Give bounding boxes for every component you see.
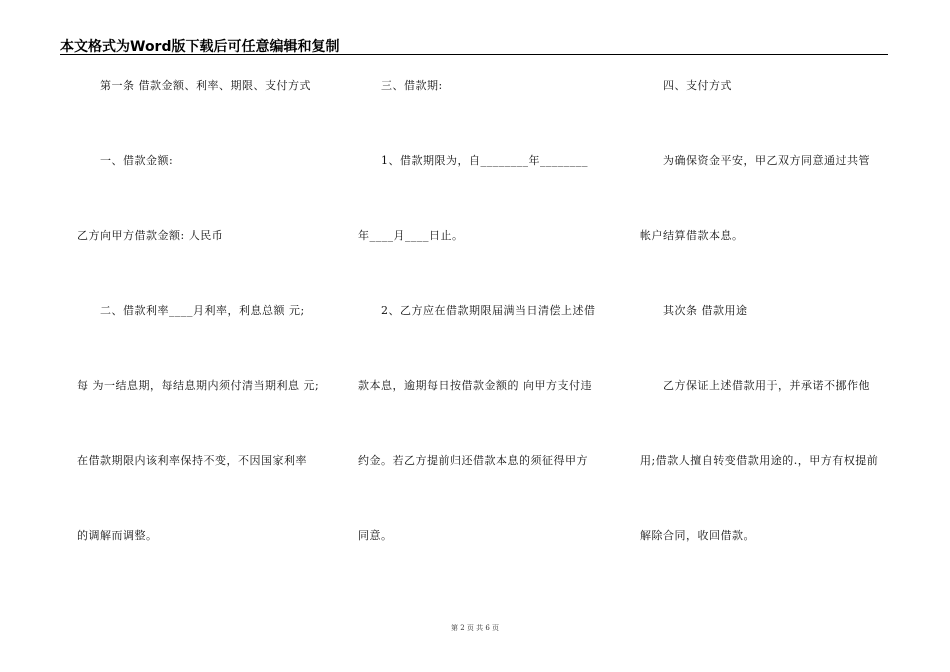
text-line: 用;借款人擅自转变借款用途的.，甲方有权提前 [640,454,879,467]
text-line: 帐户结算借款本息。 [640,229,744,242]
text-line: 其次条 借款用途 [663,304,748,317]
text-line: 同意。 [358,529,393,542]
text-line: 款本息，逾期每日按借款金额的 向甲方支付违 [358,379,592,392]
page-header-title: 本文格式为Word版下载后可任意编辑和复制 [60,39,340,55]
text-line: 的调解而调整。 [77,529,158,542]
text-line: 二、借款利率____月利率，利息总额 元; [100,304,305,317]
text-line: 一、借款金额: [100,154,174,167]
text-line: 在借款期限内该利率保持不变，不因国家利率 [77,454,307,467]
text-line: 每 为一结息期，每结息期内须付清当期利息 元; [77,379,320,392]
text-line: 三、借款期: [381,79,443,92]
text-line: 乙方保证上述借款用于，并承诺不挪作他 [663,379,870,392]
text-line: 第一条 借款金额、利率、期限、支付方式 [100,79,311,92]
header-rule [60,54,888,55]
text-line: 解除合同，收回借款。 [640,529,755,542]
page-number-footer: 第 2 页 共 6 页 [450,624,500,632]
text-line: 乙方向甲方借款金额: 人民币 [77,229,224,242]
text-line: 约金。若乙方提前归还借款本息的须征得甲方 [358,454,588,467]
text-line: 1、借款期限为，自________年________ [381,154,588,167]
text-line: 2、乙方应在借款期限届满当日清偿上述借 [381,304,596,317]
text-line: 四、支付方式 [663,79,732,92]
text-line: 年____月____日止。 [358,229,464,242]
text-line: 为确保资金平安，甲乙双方同意通过共管 [663,154,870,167]
